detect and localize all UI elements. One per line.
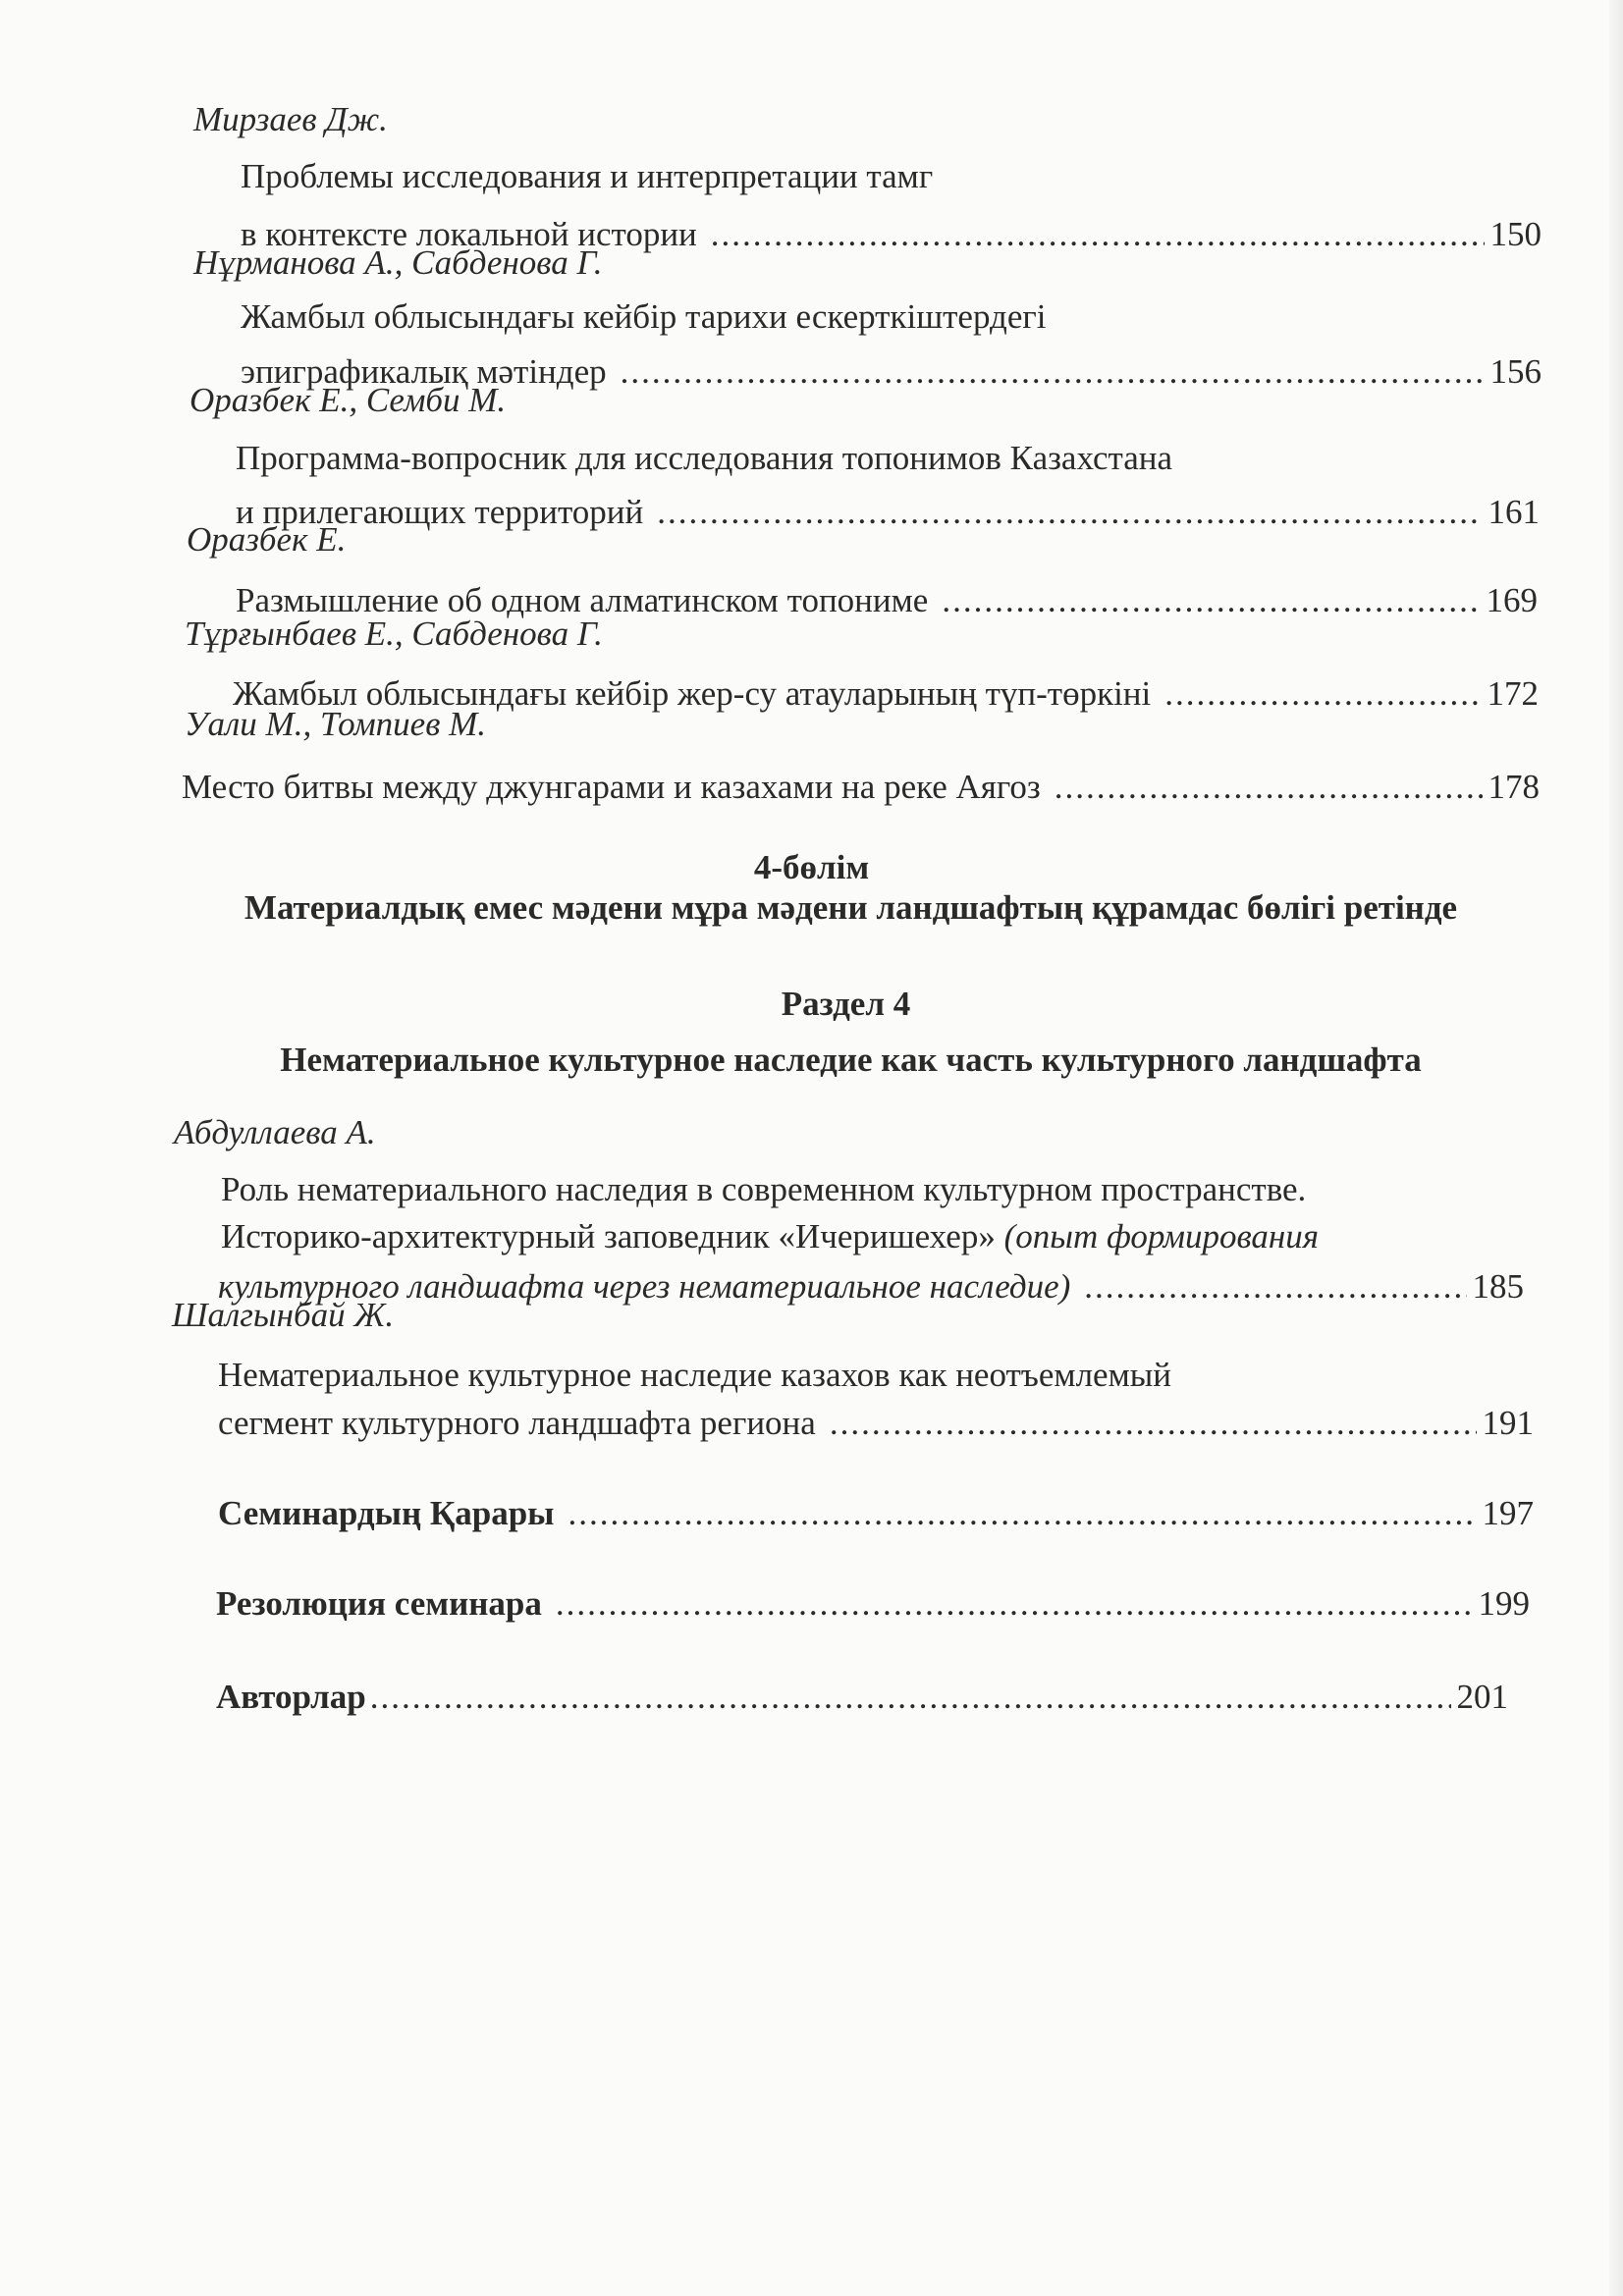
toc-title-line: эпиграфикалық мәтіндер: [241, 352, 607, 391]
page-number: 172: [1487, 674, 1539, 713]
closing-title: Авторлар: [216, 1678, 366, 1716]
page-number: 169: [1486, 581, 1538, 619]
toc-author: Абдуллаева А.: [174, 1113, 376, 1151]
toc-title-line: сегмент культурного ландшафта региона: [218, 1404, 816, 1442]
leader-dots: [1055, 766, 1483, 809]
toc-author: Оразбек Е.: [187, 520, 347, 559]
page-number: 178: [1488, 768, 1540, 806]
section-title-kz: Материалдық емес мәдени мұра мәдени ландшафтың құрамдас бөлігі ретінде: [243, 888, 1458, 927]
leader-dots: [1084, 1265, 1466, 1308]
toc-title-line: Программа-вопросник для исследования топонимов Казахстана: [236, 439, 1173, 477]
toc-entry-row: [216, 1582, 1530, 1626]
title-plain: Историко-архитектурный заповедник «Ичеришехер»: [221, 1217, 1004, 1255]
leader-dots: [1164, 672, 1481, 716]
page-number: 199: [1478, 1584, 1530, 1623]
leader-dots: [621, 350, 1485, 394]
leader-dots: [568, 1492, 1477, 1535]
toc-author: Оразбек Е., Семби М.: [189, 381, 507, 419]
toc-entry-row: [218, 1265, 1524, 1308]
section-label-ru: Раздел 4: [781, 985, 911, 1023]
title-italic: (опыт формирования: [1003, 1217, 1320, 1255]
toc-title-line: Размышление об одном алматинском топониме: [236, 581, 929, 619]
toc-entry-row: [182, 766, 1540, 809]
toc-author: Уали М., Томпиев М.: [185, 705, 487, 743]
toc-title-line: и прилегающих территорий: [236, 493, 644, 531]
leader-dots: [942, 579, 1480, 622]
toc-title-line: Роль нематериального наследия в современном культурном пространстве.: [221, 1170, 1307, 1208]
leader-dots: [370, 1676, 1451, 1719]
toc-title-line: Нематериальное культурное наследие казахов как неотъемлемый: [218, 1356, 1171, 1394]
toc-title-line: Место битвы между джунгарами и казахами на реке Аягоз: [182, 768, 1041, 806]
toc-entry-row: [236, 491, 1540, 534]
toc-entry-row: [218, 1492, 1534, 1535]
page-number: 201: [1456, 1678, 1508, 1716]
toc-author: Шалгынбай Ж.: [172, 1296, 395, 1334]
section-title-ru: Нематериальное культурное наследие как часть культурного ландшафта: [280, 1041, 1422, 1079]
toc-author: Нұрманова А., Сабденова Г.: [193, 243, 603, 282]
toc-entry-row: [216, 1676, 1508, 1719]
toc-title-line: [221, 1215, 1319, 1258]
toc-author: Мирзаев Дж.: [193, 100, 388, 138]
toc-title-line: Жамбыл облысындағы кейбір тарихи ескерткіштердегі: [241, 297, 1047, 336]
section-label-kz: 4-бөлім: [753, 848, 870, 886]
toc-title-line: культурного ландшафта через нематериальное наследие): [218, 1267, 1071, 1306]
closing-title: Резолюция семинара: [216, 1584, 542, 1623]
page-edge-shadow: [1609, 0, 1623, 2296]
page-number: 161: [1488, 493, 1540, 531]
closing-title: Семинардың Қарары: [218, 1494, 555, 1532]
leader-dots: [556, 1582, 1473, 1626]
leader-dots: [711, 213, 1485, 256]
toc-entry-row: [218, 1402, 1534, 1445]
page-number: 156: [1489, 352, 1542, 391]
leader-dots: [657, 491, 1482, 534]
toc-title-line: в контексте локальной истории: [241, 215, 697, 253]
page-number: 197: [1482, 1494, 1534, 1532]
page-number: 191: [1482, 1404, 1534, 1442]
toc-title-line: Жамбыл облысындағы кейбір жер-су атауларының түп-төркіні: [233, 674, 1152, 713]
page-number: 185: [1472, 1267, 1524, 1306]
page-number: 150: [1489, 215, 1542, 253]
toc-author: Тұрғынбаев Е., Сабденова Г.: [185, 614, 603, 653]
toc-title-line: Проблемы исследования и интерпретации тамг: [241, 157, 934, 195]
leader-dots: [830, 1402, 1477, 1445]
